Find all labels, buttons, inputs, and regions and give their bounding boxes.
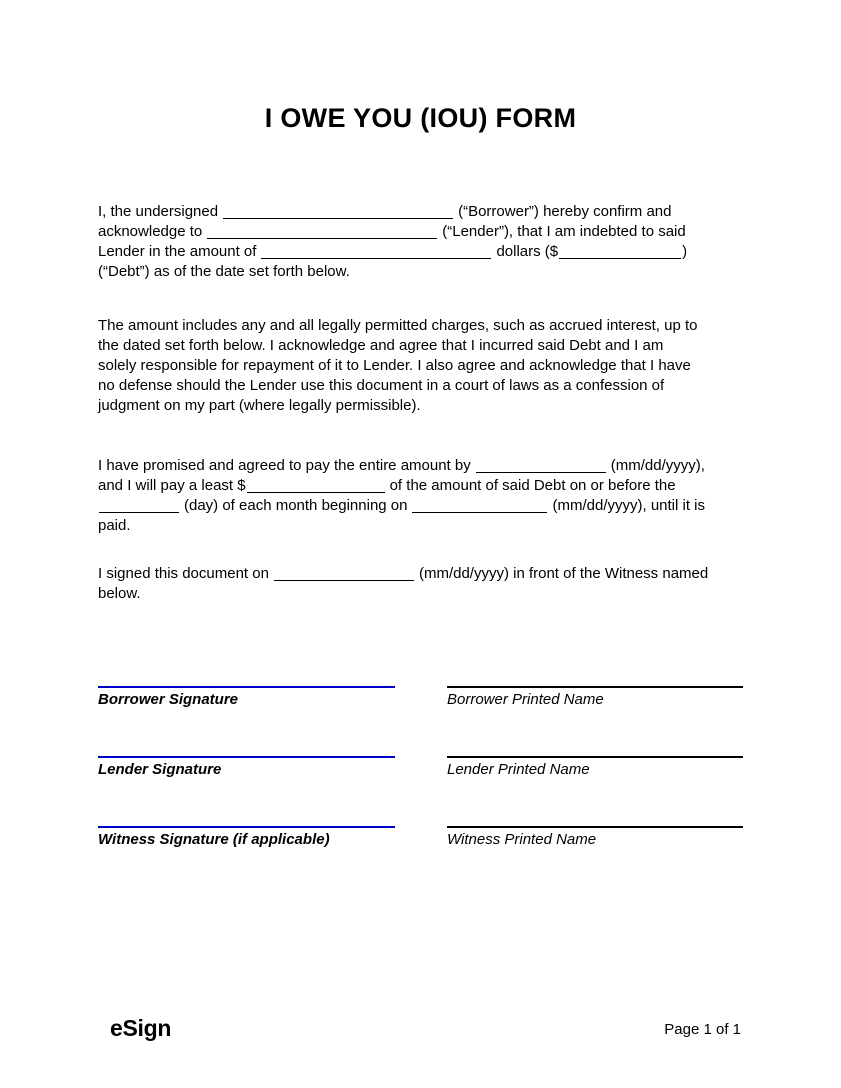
lender-name-blank[interactable] (207, 225, 437, 239)
text-segment: I, the undersigned (98, 203, 219, 220)
text-segment: dollars ($ (496, 243, 559, 260)
text-segment: acknowledge to (98, 223, 203, 240)
paragraph-charges-line2: the dated set forth below. I acknowledge and agree that I incurred said Debt and I am (98, 337, 664, 354)
paragraph-signing-line2 (98, 584, 758, 604)
paragraph-repayment-line2 (98, 476, 758, 496)
monthly-day-blank[interactable] (99, 499, 179, 513)
paragraph-charges-line1: The amount includes any and all legally permitted charges, such as accrued interest, up to (98, 317, 698, 334)
paragraph-signing-line1 (98, 564, 758, 584)
amount-numeric-blank[interactable] (559, 245, 681, 259)
amount-words-blank[interactable] (261, 245, 491, 259)
paragraph-intro-line2 (98, 222, 758, 242)
paragraph-intro-line1 (98, 202, 758, 222)
witness-printed-name-line[interactable] (447, 826, 743, 828)
witness-printed-name-label: Witness Printed Name (447, 831, 597, 848)
text-segment: below. (98, 585, 141, 602)
lender-printed-name-block (447, 756, 743, 778)
borrower-signature-block (98, 686, 395, 708)
form-title: I OWE YOU (IOU) FORM (264, 103, 577, 133)
borrower-printed-name-block (447, 686, 743, 708)
text-segment: (day) of each month beginning on (184, 497, 408, 514)
start-date-blank[interactable] (412, 499, 547, 513)
text-segment: ) (682, 243, 688, 260)
paragraph-intro-line4 (98, 262, 758, 282)
paragraph-repayment-line1 (98, 456, 758, 476)
lender-printed-name-label: Lender Printed Name (447, 761, 590, 778)
borrower-name-blank[interactable] (223, 205, 453, 219)
lender-signature-block (98, 756, 395, 778)
witness-signature-label: Witness Signature (if applicable) (98, 831, 330, 848)
borrower-printed-name-line[interactable] (447, 686, 743, 688)
esign-logo: eSign (110, 1015, 172, 1041)
text-segment: Lender in the amount of (98, 243, 257, 260)
paragraph-repayment (98, 456, 758, 536)
text-segment: paid. (98, 517, 131, 534)
witness-signature-line[interactable] (98, 826, 395, 828)
text-segment: (mm/dd/yyyy) in front of the Witness named (418, 565, 709, 582)
text-segment: (mm/dd/yyyy), until it is (552, 497, 706, 514)
paragraph-charges-line5: judgment on my part (where legally permissible). (98, 397, 421, 414)
lender-signature-label: Lender Signature (98, 761, 222, 778)
text-segment: and I will pay a least $ (98, 477, 246, 494)
lender-printed-name-line[interactable] (447, 756, 743, 758)
paragraph-intro (98, 202, 758, 282)
due-date-blank[interactable] (476, 459, 606, 473)
paragraph-charges-line4: no defense should the Lender use this document in a court of laws as a confession of (98, 377, 665, 394)
paragraph-intro-line3 (98, 242, 758, 262)
page-number: Page 1 of 1 (664, 1021, 741, 1038)
witness-signature-block (98, 826, 395, 848)
paragraph-charges-line3: solely responsible for repayment of it to Lender. I also agree and acknowledge that I have (98, 357, 691, 374)
borrower-signature-line[interactable] (98, 686, 395, 688)
borrower-printed-name-label: Borrower Printed Name (447, 691, 604, 708)
text-segment: (“Lender”), that I am indebted to said (442, 223, 686, 240)
monthly-amount-blank[interactable] (247, 479, 385, 493)
text-segment: (mm/dd/yyyy), (610, 457, 705, 474)
lender-signature-line[interactable] (98, 756, 395, 758)
paragraph-repayment-line4 (98, 516, 758, 536)
paragraph-signing (98, 564, 758, 604)
borrower-signature-label: Borrower Signature (98, 691, 239, 708)
text-segment: of the amount of said Debt on or before the (389, 477, 676, 494)
text-segment: (“Borrower”) hereby confirm and (458, 203, 672, 220)
paragraph-charges (98, 316, 758, 416)
witness-printed-name-block (447, 826, 743, 848)
signing-date-blank[interactable] (274, 567, 414, 581)
text-segment: (“Debt”) as of the date set forth below. (98, 263, 350, 280)
text-segment: I have promised and agreed to pay the entire amount by (98, 457, 471, 474)
paragraph-repayment-line3 (98, 496, 758, 516)
text-segment: I signed this document on (98, 565, 269, 582)
